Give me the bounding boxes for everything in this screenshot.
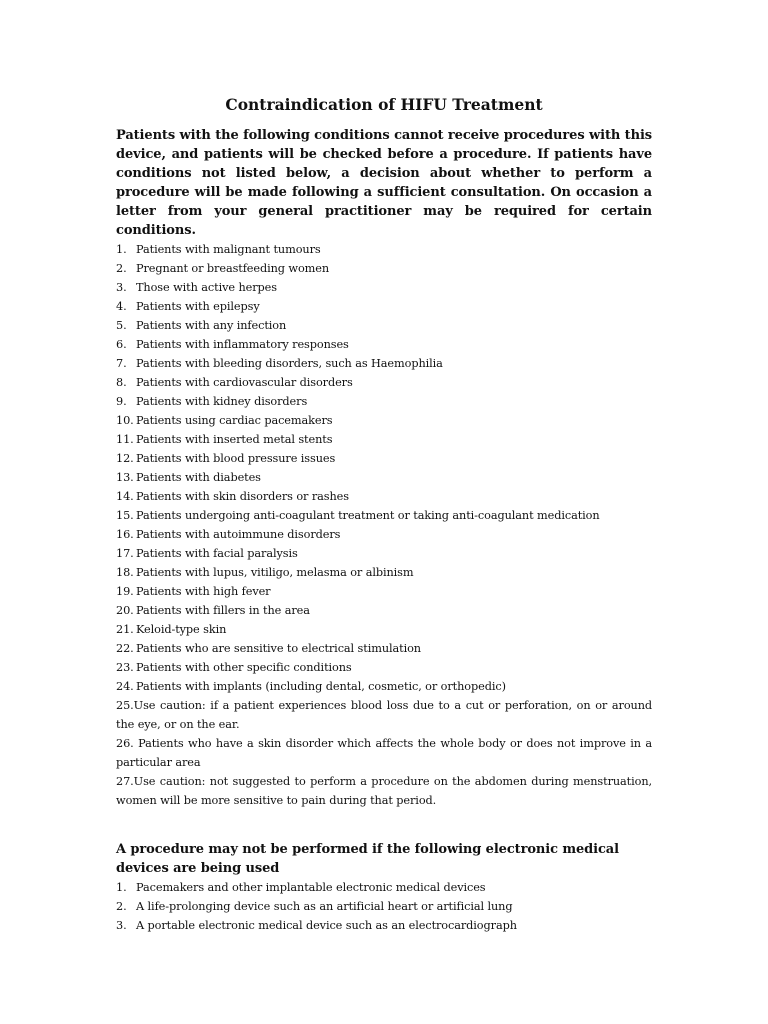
item-text: Patients with inserted metal stents <box>136 433 333 446</box>
item-number: 19. <box>116 585 134 598</box>
list-item <box>116 487 652 506</box>
item-text: Patients with skin disorders or rashes <box>136 490 349 503</box>
list-item <box>116 601 652 620</box>
item-text: A life-prolonging device such as an artificial heart or artificial lung <box>136 900 513 913</box>
list-item <box>116 373 652 392</box>
list-item <box>116 878 652 897</box>
item-number: 10. <box>116 414 134 427</box>
list-item <box>116 278 652 297</box>
list-item <box>116 563 652 582</box>
devices-section <box>116 840 652 935</box>
item-number: 23. <box>116 661 134 674</box>
item-number: 16. <box>116 528 134 541</box>
item-number: 24. <box>116 680 134 693</box>
item-number: 25. <box>116 699 134 712</box>
item-number: 1. <box>116 881 127 894</box>
item-text: Patients with epilepsy <box>136 300 260 313</box>
conditions-list <box>116 240 652 810</box>
item-text: A portable electronic medical device such as an electrocardiograph <box>136 919 517 932</box>
item-text: Patients who have a skin disorder which affects the whole body or does not improve in a particular area <box>116 737 652 769</box>
item-text: Patients with implants (including dental, cosmetic, or orthopedic) <box>136 680 506 693</box>
item-text: Patients with fillers in the area <box>136 604 310 617</box>
list-item <box>116 259 652 278</box>
item-text: Patients with lupus, vitiligo, melasma or albinism <box>136 566 414 579</box>
list-item <box>116 392 652 411</box>
list-item <box>116 897 652 916</box>
item-number: 21. <box>116 623 134 636</box>
item-number: 3. <box>116 281 127 294</box>
item-number: 17. <box>116 547 134 560</box>
list-item <box>116 411 652 430</box>
item-text: Pregnant or breastfeeding women <box>136 262 330 275</box>
item-text: Patients using cardiac pacemakers <box>136 414 333 427</box>
item-text: Patients undergoing anti-coagulant treatment or taking anti-coagulant medication <box>136 509 600 522</box>
item-text: Patients who are sensitive to electrical stimulation <box>136 642 421 655</box>
item-number: 4. <box>116 300 127 313</box>
item-text: Patients with other specific conditions <box>136 661 352 674</box>
list-item <box>116 297 652 316</box>
item-number: 12. <box>116 452 134 465</box>
item-text: Pacemakers and other implantable electronic medical devices <box>136 881 486 894</box>
list-item <box>116 696 652 734</box>
item-number: 7. <box>116 357 127 370</box>
item-text: Patients with any infection <box>136 319 287 332</box>
item-number: 27. <box>116 775 134 788</box>
item-number: 9. <box>116 395 127 408</box>
list-item <box>116 335 652 354</box>
item-text: Patients with diabetes <box>136 471 261 484</box>
item-text: Patients with autoimmune disorders <box>136 528 341 541</box>
item-number: 26. <box>116 737 134 750</box>
list-item <box>116 677 652 696</box>
item-text: Patients with facial paralysis <box>136 547 298 560</box>
list-item <box>116 316 652 335</box>
list-item <box>116 506 652 525</box>
item-number: 14. <box>116 490 134 503</box>
list-item <box>116 468 652 487</box>
item-number: 8. <box>116 376 127 389</box>
item-text: Those with active herpes <box>136 281 277 294</box>
list-item <box>116 772 652 810</box>
item-number: 6. <box>116 338 127 351</box>
list-item <box>116 734 652 772</box>
list-item <box>116 620 652 639</box>
intro-paragraph: Patients with the following conditions cannot receive procedures with this device, and patients will be checked before a procedure. If patients have conditions not listed below, a decision about whether to perform a procedure will be made following a sufficient consultation. On occasion a letter from your general practitioner may be required for certain conditions. <box>116 128 652 238</box>
item-text: Patients with kidney disorders <box>136 395 308 408</box>
document-page <box>116 94 652 935</box>
list-item <box>116 658 652 677</box>
item-number: 1. <box>116 243 127 256</box>
item-text: Patients with high fever <box>136 585 271 598</box>
list-item <box>116 430 652 449</box>
list-item <box>116 582 652 601</box>
item-text: Patients with bleeding disorders, such as Haemophilia <box>136 357 443 370</box>
item-number: 22. <box>116 642 134 655</box>
list-item <box>116 240 652 259</box>
item-text: Use caution: not suggested to perform a procedure on the abdomen during menstruation, women will be more sensitive to pain during that period. <box>116 775 652 807</box>
item-number: 2. <box>116 262 127 275</box>
item-text: Patients with inflammatory responses <box>136 338 349 351</box>
item-number: 5. <box>116 319 127 332</box>
item-text: Patients with malignant tumours <box>136 243 321 256</box>
list-item <box>116 449 652 468</box>
item-text: Patients with cardiovascular disorders <box>136 376 353 389</box>
devices-heading: A procedure may not be performed if the following electronic medical devices are being used <box>116 842 619 876</box>
item-number: 13. <box>116 471 134 484</box>
item-text: Keloid-type skin <box>136 623 227 636</box>
list-item <box>116 544 652 563</box>
item-text: Patients with blood pressure issues <box>136 452 336 465</box>
devices-list <box>116 878 652 935</box>
list-item <box>116 525 652 544</box>
item-number: 20. <box>116 604 134 617</box>
item-number: 11. <box>116 433 134 446</box>
item-number: 15. <box>116 509 134 522</box>
document-title: Contraindication of HIFU Treatment <box>225 95 543 114</box>
item-number: 2. <box>116 900 127 913</box>
list-item <box>116 639 652 658</box>
item-number: 18. <box>116 566 134 579</box>
item-text: Use caution: if a patient experiences blood loss due to a cut or perforation, on or around the eye, or on the ear. <box>116 699 652 731</box>
list-item <box>116 916 652 935</box>
item-number: 3. <box>116 919 127 932</box>
list-item <box>116 354 652 373</box>
